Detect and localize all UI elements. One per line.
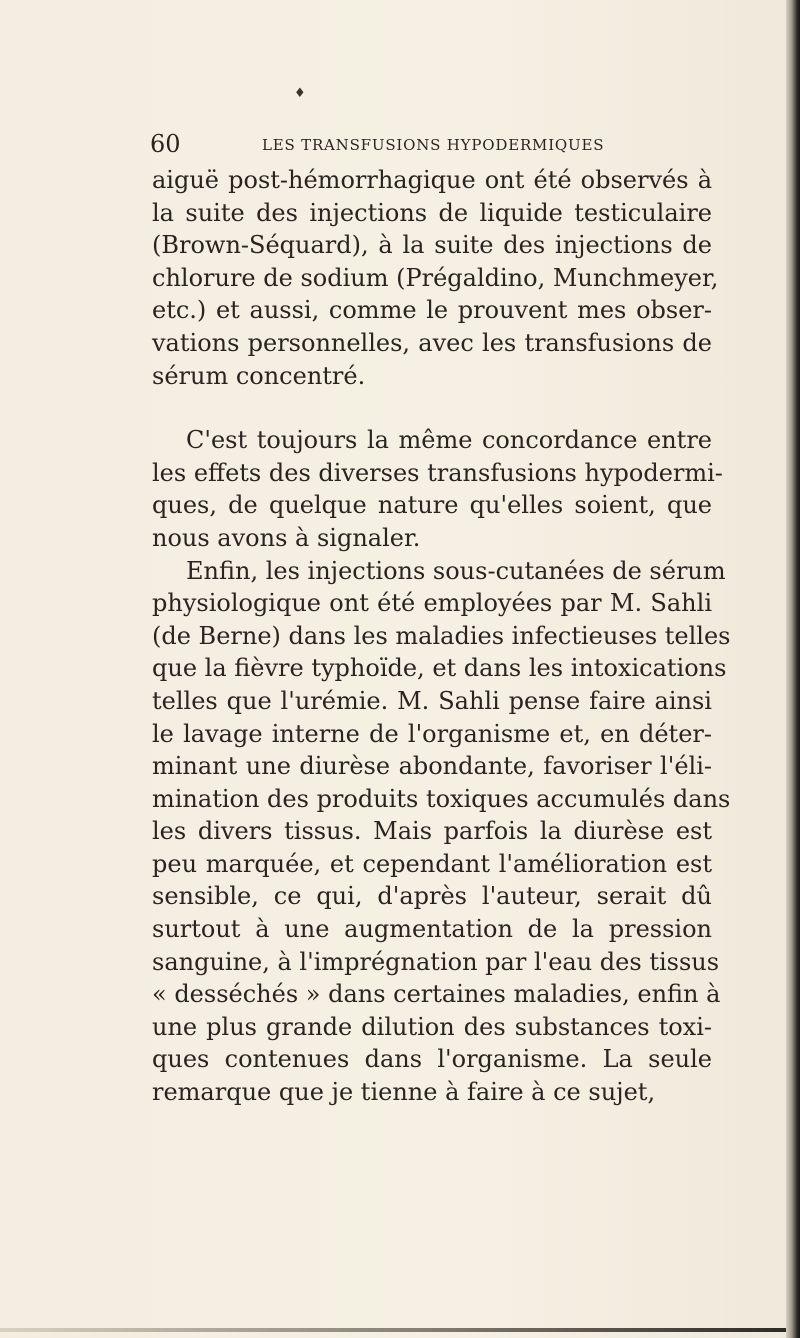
text-line: sérum concentré.: [152, 361, 366, 390]
page-number: 60: [150, 130, 181, 158]
text-line: telles que l'urémie. M. Sahli pense faire ainsi: [152, 686, 712, 715]
text-line: nous avons à signaler.: [152, 523, 421, 552]
text-line: sensible, ce qui, d'après l'auteur, serait dû: [152, 882, 712, 911]
paragraph: [152, 164, 719, 392]
text-line: ques contenues dans l'organisme. La seule: [152, 1045, 712, 1074]
paragraph: [152, 555, 731, 1109]
page-header: [150, 130, 730, 160]
text-line: une plus grande dilution des substances toxi-: [152, 1012, 712, 1041]
text-line: minant une diurèse abondante, favoriser l'éli-: [152, 752, 712, 781]
paragraph-gap: [152, 392, 712, 424]
text-line: (de Berne) dans les maladies infectieuses telles: [152, 621, 731, 650]
text-line: que la fièvre typhoïde, et dans les intoxications: [152, 654, 727, 683]
text-line: remarque que je tienne à faire à ce sujet,: [152, 1078, 656, 1107]
text-line: peu marquée, et cependant l'amélioration est: [152, 849, 712, 878]
body-text: [152, 164, 731, 1109]
text-line: les divers tissus. Mais parfois la diurèse est: [152, 817, 712, 846]
text-line: physiologique ont été employées par M. Sahli: [152, 589, 712, 618]
text-line: vations personnelles, avec les transfusions de: [152, 328, 712, 357]
text-line: C'est toujours la même concordance entre: [186, 426, 712, 455]
text-line: « desséchés » dans certaines maladies, enfin à: [152, 980, 721, 1009]
text-line: surtout à une augmentation de la pression: [152, 915, 712, 944]
text-line: sanguine, à l'imprégnation par l'eau des tissus: [152, 947, 720, 976]
text-line: la suite des injections de liquide testiculaire: [152, 198, 712, 227]
text-line: les effets des diverses transfusions hypodermi-: [152, 458, 723, 487]
text-line: ques, de quelque nature qu'elles soient, que: [152, 491, 712, 520]
paragraph: [152, 424, 723, 554]
text-line: le lavage interne de l'organisme et, en déter-: [152, 719, 712, 748]
page-right-edge: [786, 0, 800, 1338]
text-line: aiguë post-hémorrhagique ont été observés à: [152, 166, 712, 194]
text-line: (Brown-Séquard), à la suite des injections de: [152, 231, 712, 260]
text-line: chlorure de sodium (Prégaldino, Munchmeyer,: [152, 263, 719, 292]
text-line: Enfin, les injections sous-cutanées de sérum: [186, 556, 726, 585]
ink-mark: ♦: [294, 86, 306, 101]
page-bottom-edge: [0, 1328, 790, 1332]
text-line: mination des produits toxiques accumulés dans: [152, 784, 731, 813]
running-title: LES TRANSFUSIONS HYPODERMIQUES: [262, 136, 605, 154]
text-line: etc.) et aussi, comme le prouvent mes obser-: [152, 296, 712, 325]
